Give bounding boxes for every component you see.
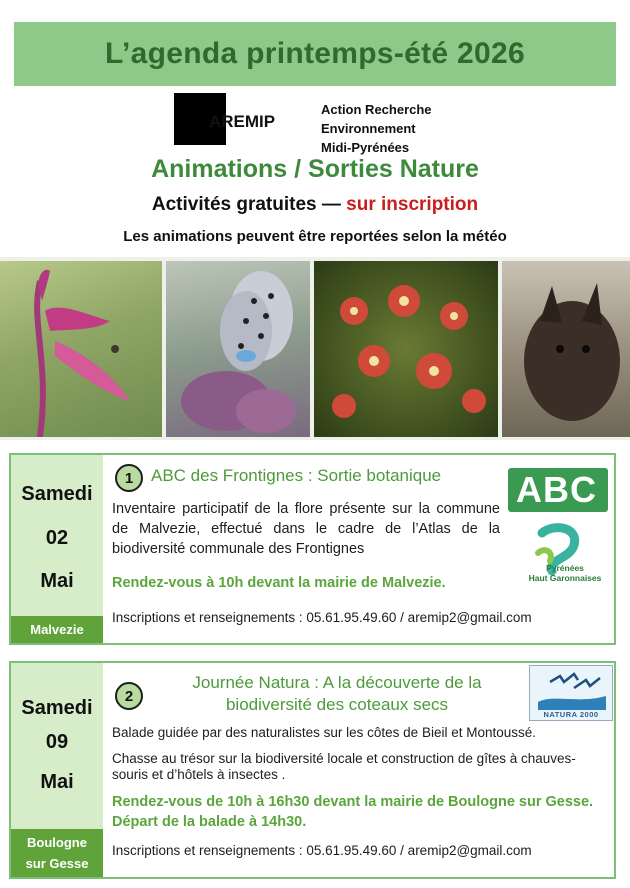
pyrenees-logo-line: Haut Garonnaises: [528, 573, 602, 583]
event-place-line: Boulogne: [27, 835, 87, 850]
event-title: [147, 672, 527, 716]
org-line: Midi-Pyrénées: [321, 140, 410, 155]
event-card: [9, 661, 616, 879]
bat-photo: [502, 261, 630, 437]
natura-2000-logo: [529, 665, 613, 721]
event-description: Inventaire participatif de la flore présente sur la commune de Malvezie, effectué dans le cadre de l’Atlas de la biodiversité communale des Frontignes: [112, 501, 500, 557]
event-card: [9, 453, 616, 645]
pyrenees-logo: [524, 523, 604, 595]
org-line: Action Recherche: [321, 102, 432, 117]
natura-birds-icon: [530, 666, 614, 712]
abc-logo-text: ABC: [516, 469, 597, 510]
photo-strip: [0, 257, 630, 440]
event-month: Mai: [40, 570, 74, 592]
abc-logo: [508, 468, 608, 512]
title-banner: [14, 22, 616, 86]
pyrenees-logo-text: [519, 563, 611, 583]
orchid-photo: [0, 261, 162, 437]
sundew-photo: [314, 261, 498, 437]
event-place-line: sur Gesse: [25, 856, 89, 871]
event-description: Chasse au trésor sur la biodiversité locale et construction de gîtes à chauves-souris et d’hôtels à insectes .: [112, 751, 576, 782]
natura-logo-text: NATURA 2000: [543, 710, 599, 719]
event-place: [11, 829, 103, 877]
event-month: Mai: [40, 771, 74, 793]
logo-text: AREMIP: [209, 112, 276, 131]
event-rendezvous: Rendez-vous à 10h devant la mairie de Malvezie.: [112, 575, 446, 591]
event-description: Balade guidée par des naturalistes sur les côtes de Bieil et Montoussé.: [112, 725, 536, 740]
event-title: ABC des Frontignes : Sortie botanique: [151, 466, 442, 485]
event-contact: Inscriptions et renseignements : 05.61.95.49.60 / aremip2@gmail.com: [112, 843, 532, 858]
weather-note: Les animations peuvent être reportées selon la météo: [123, 228, 507, 245]
event-day: 09: [45, 731, 69, 753]
date-column: [11, 663, 103, 877]
event-title-line: biodiversité des coteaux secs: [225, 695, 449, 714]
tagline-highlight: sur inscription: [346, 194, 479, 215]
event-weekday: Samedi: [21, 697, 93, 719]
tagline-main: Activités gratuites —: [151, 194, 347, 215]
page-title: L’agenda printemps-été 2026: [105, 37, 525, 70]
event-number: 2: [115, 682, 143, 710]
org-line: Environnement: [321, 121, 416, 136]
event-weekday: Samedi: [21, 483, 93, 505]
tagline: [0, 194, 630, 216]
organization-name: [321, 100, 432, 157]
event-day: 02: [45, 527, 69, 549]
date-column: [11, 455, 103, 643]
subtitle: Animations / Sorties Nature: [151, 155, 479, 183]
event-place: Malvezie: [11, 616, 103, 643]
event-title-line: Journée Natura : A la découverte de la: [192, 673, 482, 692]
pyrenees-logo-line: Pyrénées: [546, 563, 584, 573]
event-number: 1: [115, 464, 143, 492]
event-rendezvous: Rendez-vous de 10h à 16h30 devant la mairie de Boulogne sur Gesse. Départ de la balade à 14h30.: [112, 794, 594, 830]
butterfly-photo: [166, 261, 310, 437]
event-contact: Inscriptions et renseignements : 05.61.95.49.60 / aremip2@gmail.com: [112, 610, 532, 625]
